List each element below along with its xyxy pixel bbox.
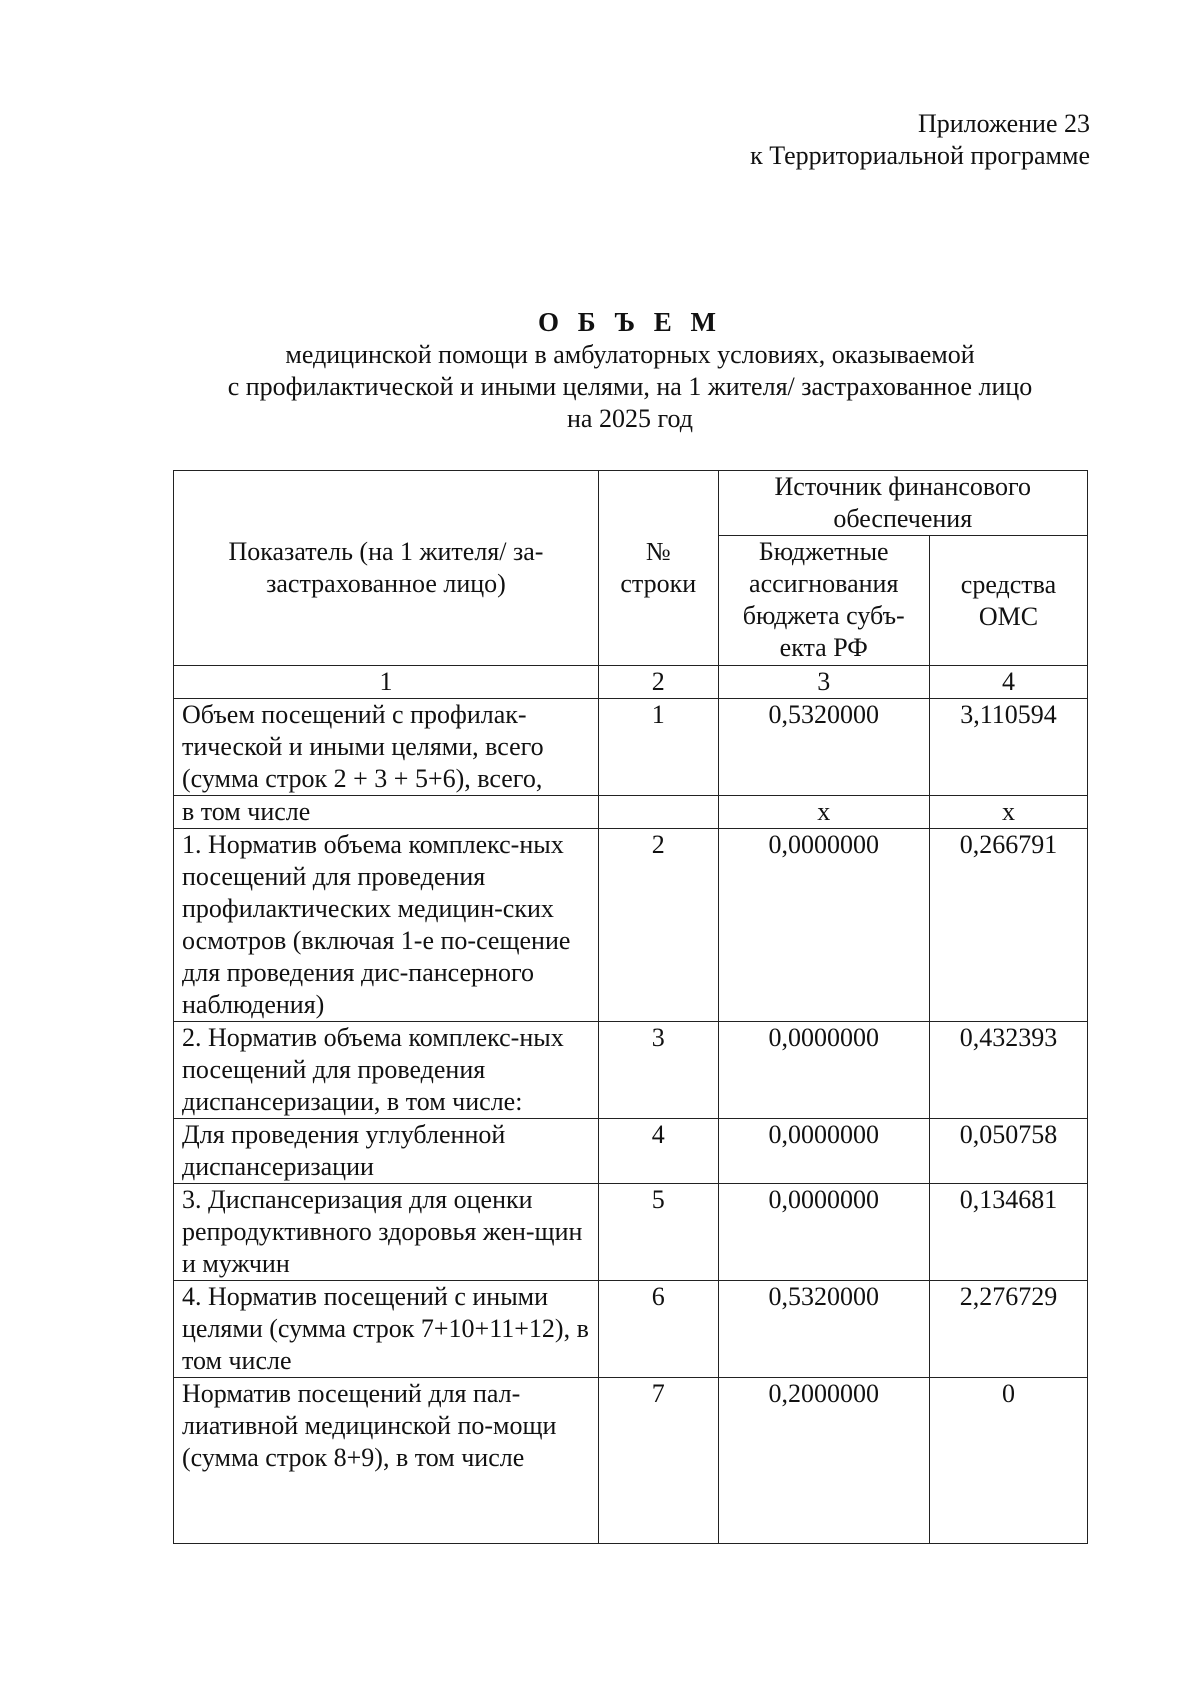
header-row-number: № строки [598, 471, 718, 666]
appendix-label [750, 108, 1090, 172]
table-row [174, 829, 1088, 1022]
table-row [174, 699, 1088, 796]
row-oms-value: 2,276729 [929, 1281, 1087, 1378]
row-indicator: 1. Норматив объема комплекс-ных посещений для проведения профилактических медицин-ских осмотров (включая 1-е по-сещение для проведения дис-пансерного наблюдения) [174, 829, 599, 1022]
row-oms-value: 3,110594 [929, 699, 1087, 796]
row-number: 7 [598, 1378, 718, 1544]
row-budget-value: 0,5320000 [718, 699, 929, 796]
header-budget: Бюджетные ассигнования бюджета субъ-екта РФ [718, 536, 929, 666]
row-number: 3 [598, 1022, 718, 1119]
row-oms-value: 0,050758 [929, 1119, 1087, 1184]
row-indicator: Объем посещений с профилак-тической и иными целями, всего (сумма строк 2 + 3 + 5+6), всего, [174, 699, 599, 796]
header-indicator: Показатель (на 1 жителя/ за-застрахованное лицо) [174, 471, 599, 666]
row-budget-value: 0,5320000 [718, 1281, 929, 1378]
row-indicator: 4. Норматив посещений с иными целями (сумма строк 7+10+11+12), в том числе [174, 1281, 599, 1378]
row-number: 4 [598, 1119, 718, 1184]
document-heading [0, 305, 1200, 435]
appendix-number: Приложение 23 [917, 109, 1090, 138]
row-indicator: 2. Норматив объема комплекс-ных посещений для проведения диспансеризации, в том числе: [174, 1022, 599, 1119]
header-oms: средства ОМС [929, 536, 1087, 666]
row-oms-value: 0,266791 [929, 829, 1087, 1022]
col-number-3: 3 [718, 666, 929, 699]
row-budget-value: 0,0000000 [718, 1022, 929, 1119]
document-subtitle-line-2: с профилактической и иными целями, на 1 жителя/ застрахованное лицо [227, 372, 1033, 401]
row-budget-value: х [718, 796, 929, 829]
table-row [174, 1022, 1088, 1119]
row-budget-value: 0,0000000 [718, 1119, 929, 1184]
appendix-reference: к Территориальной программе [750, 141, 1090, 170]
row-oms-value: 0,134681 [929, 1184, 1087, 1281]
table-row [174, 1378, 1088, 1544]
document-subtitle-line-3: на 2025 год [567, 404, 693, 433]
table-row [174, 796, 1088, 829]
row-number: 5 [598, 1184, 718, 1281]
row-oms-value: х [929, 796, 1087, 829]
document-subtitle-line-1: медицинской помощи в амбулаторных условиях, оказываемой [285, 340, 975, 369]
row-indicator: в том числе [174, 796, 599, 829]
volume-table [173, 470, 1088, 1544]
col-number-2: 2 [598, 666, 718, 699]
table-row [174, 1119, 1088, 1184]
table-row [174, 1184, 1088, 1281]
row-indicator: 3. Диспансеризация для оценки репродуктивного здоровья жен-щин и мужчин [174, 1184, 599, 1281]
col-number-1: 1 [174, 666, 599, 699]
row-number: 2 [598, 829, 718, 1022]
col-number-4: 4 [929, 666, 1087, 699]
row-oms-value: 0 [929, 1378, 1087, 1544]
row-number: 1 [598, 699, 718, 796]
row-number [598, 796, 718, 829]
document-title: О Б Ъ Е М [537, 307, 722, 337]
row-budget-value: 0,0000000 [718, 1184, 929, 1281]
header-funding-source: Источник финансового обеспечения [718, 471, 1087, 536]
table-row [174, 1281, 1088, 1378]
row-budget-value: 0,0000000 [718, 829, 929, 1022]
row-oms-value: 0,432393 [929, 1022, 1087, 1119]
row-number: 6 [598, 1281, 718, 1378]
row-indicator: Норматив посещений для пал-лиативной медицинской по-мощи (сумма строк 8+9), в том числе [174, 1378, 599, 1544]
row-budget-value: 0,2000000 [718, 1378, 929, 1544]
row-indicator: Для проведения углубленной диспансеризации [174, 1119, 599, 1184]
